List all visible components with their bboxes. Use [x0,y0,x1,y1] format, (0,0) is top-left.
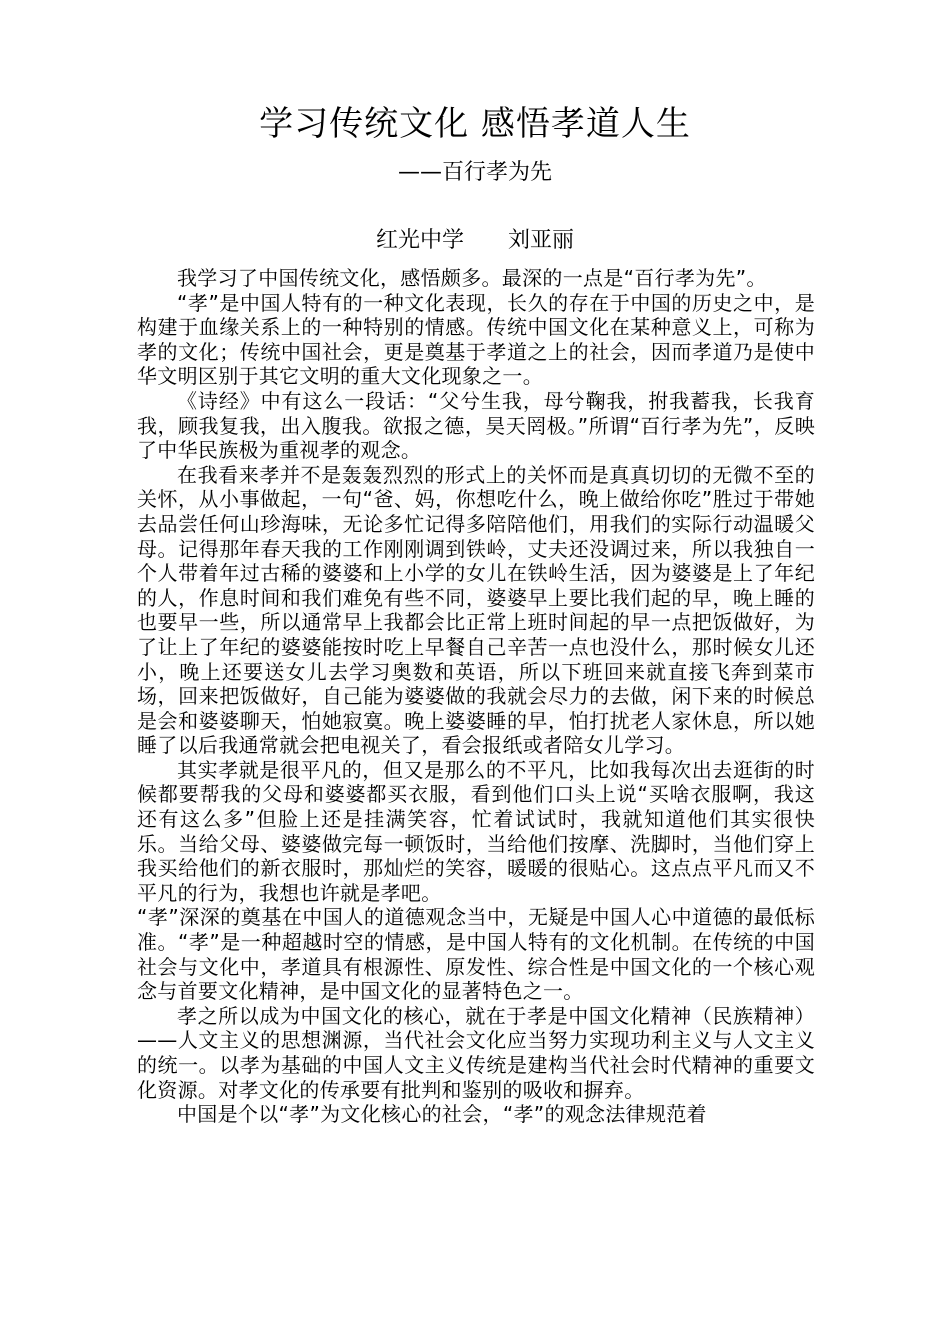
paragraph: 其实孝就是很平凡的，但又是那么的不平凡，比如我每次出去逛街的时候都要帮我的父母和婆婆都买衣服，看到他们口头上说“买啥衣服啊，我这还有这么多”但脸上还是挂满笑容，忙着试试时，我就知道他们其实很快乐。当给父母、婆婆做完每一顿饭时，当给他们按摩、洗脚时，当他们穿上我买给他们的新衣服时，那灿烂的笑容，暖暖的很贴心。这点点平凡而又不平凡的行为，我想也许就是孝吧。 [137,757,815,905]
document-body [137,266,815,1127]
school-name: 红光中学 [375,228,464,253]
paragraph: “孝”是中国人特有的一种文化表现，长久的存在于中国的历史之中，是构建于血缘关系上的一种特别的情感。传统中国文化在某种意义上，可称为孝的文化；传统中国社会，更是奠基于孝道之上的社会，因而孝道乃是使中华文明区别于其它文明的重大文化现象之一。 [137,290,815,389]
paragraph: 我学习了中国传统文化，感悟颇多。最深的一点是“百行孝为先”。 [177,266,767,290]
paragraph: 在我看来孝并不是轰轰烈烈的形式上的关怀而是真真切切的无微不至的关怀，从小事做起，一句“爸、妈，你想吃什么，晚上做给你吃”胜过于带她去品尝任何山珍海味，无论多忙记得多陪陪他们，用我们的实际行动温暖父母。记得那年春天我的工作刚刚调到铁岭，丈夫还没调过来，所以我独自一个人带着年过古稀的婆婆和上小学的女儿在铁岭生活，因为婆婆是上了年纪的人，作息时间和我们难免有些不同，婆婆早上要比我们起的早，晚上睡的也要早一些，所以通常早上我都会比正常上班时间起的早一点把饭做好，为了让上了年纪的婆婆能按时吃上早餐自己辛苦一点也没什么，那时候女儿还小，晚上还要送女儿去学习奥数和英语，所以下班回来就直接飞奔到菜市场，回来把饭做好，自己能为婆婆做的我就会尽力的去做，闲下来的时候总是会和婆婆聊天，怕她寂寞。晚上婆婆睡的早，怕打扰老人家休息，所以她睡了以后我通常就会把电视关了，看会报纸或者陪女儿学习。 [137,462,815,758]
paragraph: 中国是个以“孝”为文化核心的社会，“孝”的观念法律规范着 [177,1102,707,1127]
paragraph: 孝之所以成为中国文化的核心，就在于孝是中国文化精神（民族精神）——人文主义的思想渊源，当代社会文化应当努力实现功利主义与人文主义的统一。以孝为基础的中国人文主义传统是建构当代社会时代精神的重要文化资源。对孝文化的传承要有批判和鉴别的吸收和摒弃。 [137,1003,815,1102]
document-subtitle: ——百行孝为先 [397,160,552,185]
document-title: 学习传统文化 感悟孝道人生 [259,104,691,144]
paragraph: 《诗经》中有这么一段话：“父兮生我，母兮鞠我，拊我蓄我，长我育我，顾我复我，出入腹我。欲报之德，昊天罔极。”所谓“百行孝为先”，反映了中华民族极为重视孝的观念。 [137,388,815,463]
author-line [0,226,950,256]
author-name: 刘亚丽 [508,228,575,253]
paragraph: “孝”深深的奠基在中国人的道德观念当中，无疑是中国人心中道德的最低标准。“孝”是一种超越时空的情感，是中国人特有的文化机制。在传统的中国社会与文化中，孝道具有根源性、原发性、综合性是中国文化的一个核心观念与首要文化精神，是中国文化的显著特色之一。 [137,905,815,1004]
